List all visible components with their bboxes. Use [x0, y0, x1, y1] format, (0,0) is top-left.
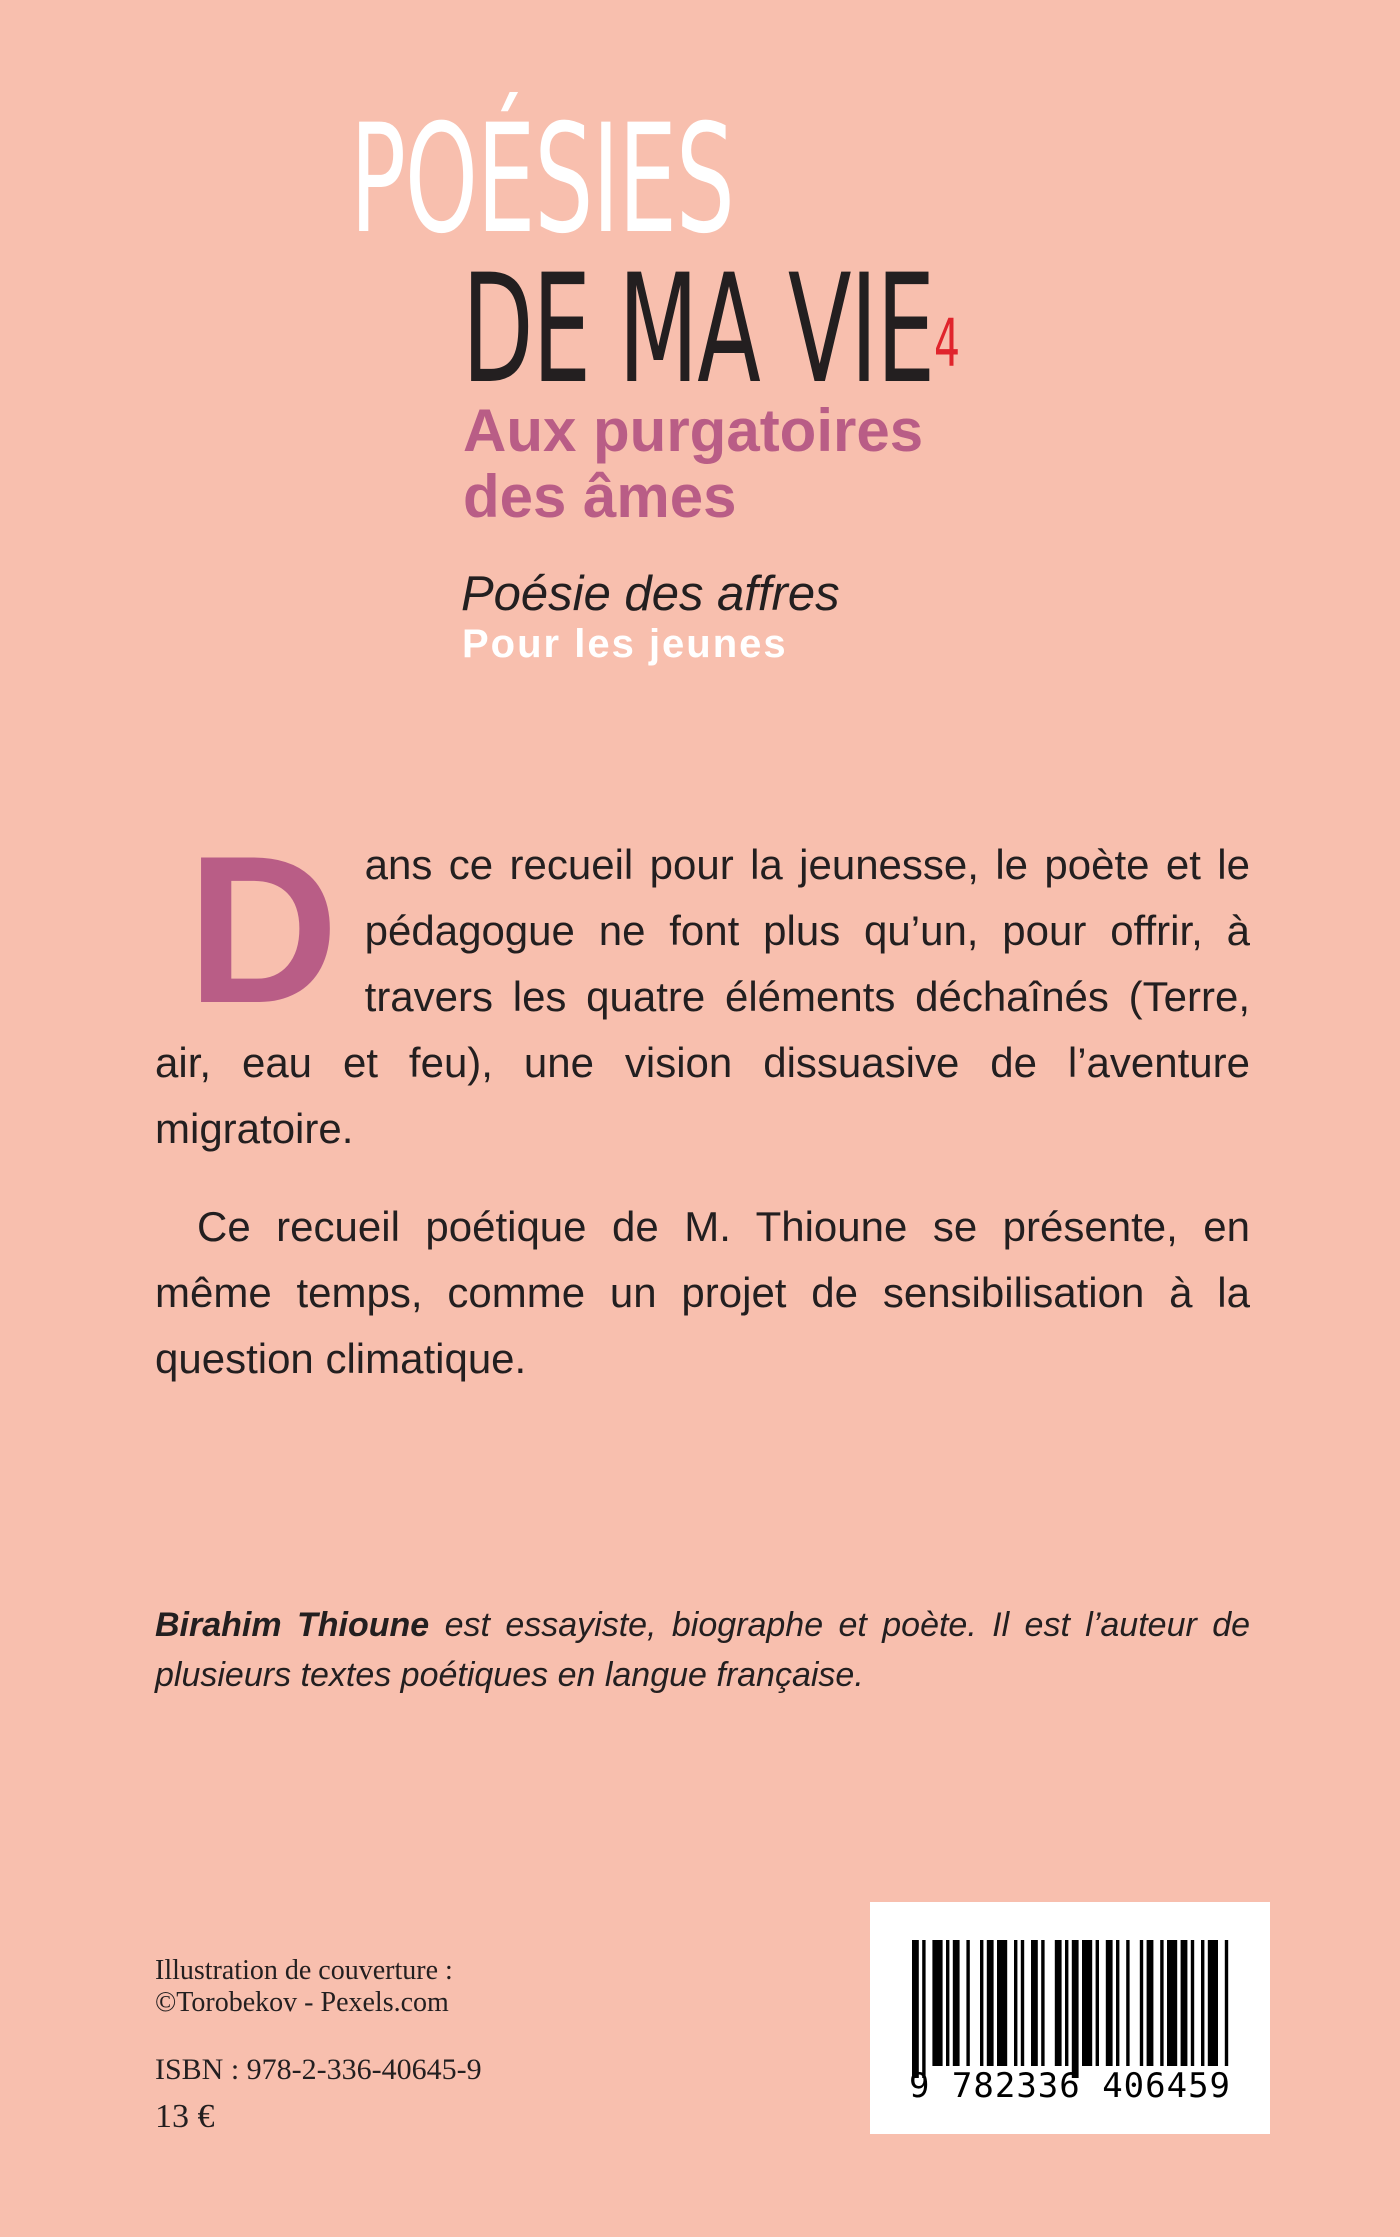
barcode-bar	[1160, 1940, 1163, 2066]
barcode-bar	[1147, 1940, 1154, 2066]
barcode-bar	[1208, 1940, 1218, 2066]
barcode-bar	[1065, 1940, 1068, 2066]
barcode-bar	[1041, 1940, 1044, 2066]
barcode-bar	[1225, 1940, 1228, 2066]
audience-label: Pour les jeunes	[462, 622, 788, 666]
barcode-bar	[1021, 1940, 1024, 2066]
barcode-bar	[932, 1940, 942, 2066]
subtitle	[463, 398, 923, 530]
barcode-bar	[1126, 1940, 1129, 2066]
barcode-bar	[953, 1940, 960, 2066]
blurb-paragraph-2: Ce recueil poétique de M. Thioune se présente, en même temps, comme un projet de sensibilisation à la question climatique.	[155, 1203, 1250, 1382]
barcode-bar	[1014, 1940, 1017, 2066]
genre-label: Poésie des affres	[461, 567, 840, 621]
isbn: ISBN : 978-2-336-40645-9	[155, 2053, 482, 2086]
title-line-2	[462, 243, 961, 417]
barcode-bar	[1082, 1940, 1092, 2066]
barcode-bar	[1072, 1940, 1079, 2078]
author-bio-text: est essayiste, biographe et poète. Il est l’auteur de plusieurs textes poétiques en langue française.	[155, 1606, 1251, 1694]
illustration-label: Illustration de couverture :	[155, 1955, 453, 1986]
barcode-bar	[980, 1940, 983, 2066]
barcode-bar	[987, 1940, 994, 2066]
barcode-bar	[1140, 1940, 1143, 2066]
subtitle-line-1: Aux purgatoires	[463, 397, 924, 464]
drop-cap: D	[187, 812, 339, 1047]
barcode-bar	[1106, 1940, 1113, 2066]
barcode-bar	[997, 1940, 1007, 2066]
barcode-bar	[1031, 1940, 1038, 2066]
title-line-1: POÉSIES	[350, 93, 734, 267]
barcode-bar	[922, 1940, 925, 2078]
volume-number: 4	[934, 305, 961, 382]
barcode-bar	[1096, 1940, 1099, 2066]
illustration-source: ©Torobekov - Pexels.com	[155, 1987, 449, 2018]
barcode-bar	[1167, 1940, 1177, 2066]
barcode-bar	[966, 1940, 969, 2066]
author-name: Birahim Thioune	[155, 1606, 430, 1644]
subtitle-line-2: des âmes	[463, 463, 737, 530]
barcode-bar	[946, 1940, 949, 2066]
barcode-bar	[1181, 1940, 1188, 2066]
barcode-bar	[1201, 1940, 1204, 2066]
author-bio	[155, 1600, 1250, 1700]
barcode-bar	[912, 1940, 919, 2078]
price: 13 €	[155, 2098, 215, 2135]
blurb-paragraph-1	[155, 812, 1250, 1162]
barcode	[870, 1902, 1270, 2134]
barcode-digits: 9 782336 406459	[908, 2066, 1232, 2106]
cover-credits	[155, 1955, 453, 2019]
barcode-bar	[1191, 1940, 1194, 2066]
barcode-bar	[1055, 1940, 1062, 2066]
title-line-2-text: DE MA VIE	[462, 243, 935, 417]
barcode-bar	[1116, 1940, 1119, 2066]
blurb-paragraph-1-text: ans ce recueil pour la jeunesse, le poète et le pédagogue ne font plus qu’un, pour offrir, à travers les quatre éléments déchaînés (Terre, air, eau et feu), une vision dissuasive de l’aventure migratoire.	[155, 841, 1250, 1152]
